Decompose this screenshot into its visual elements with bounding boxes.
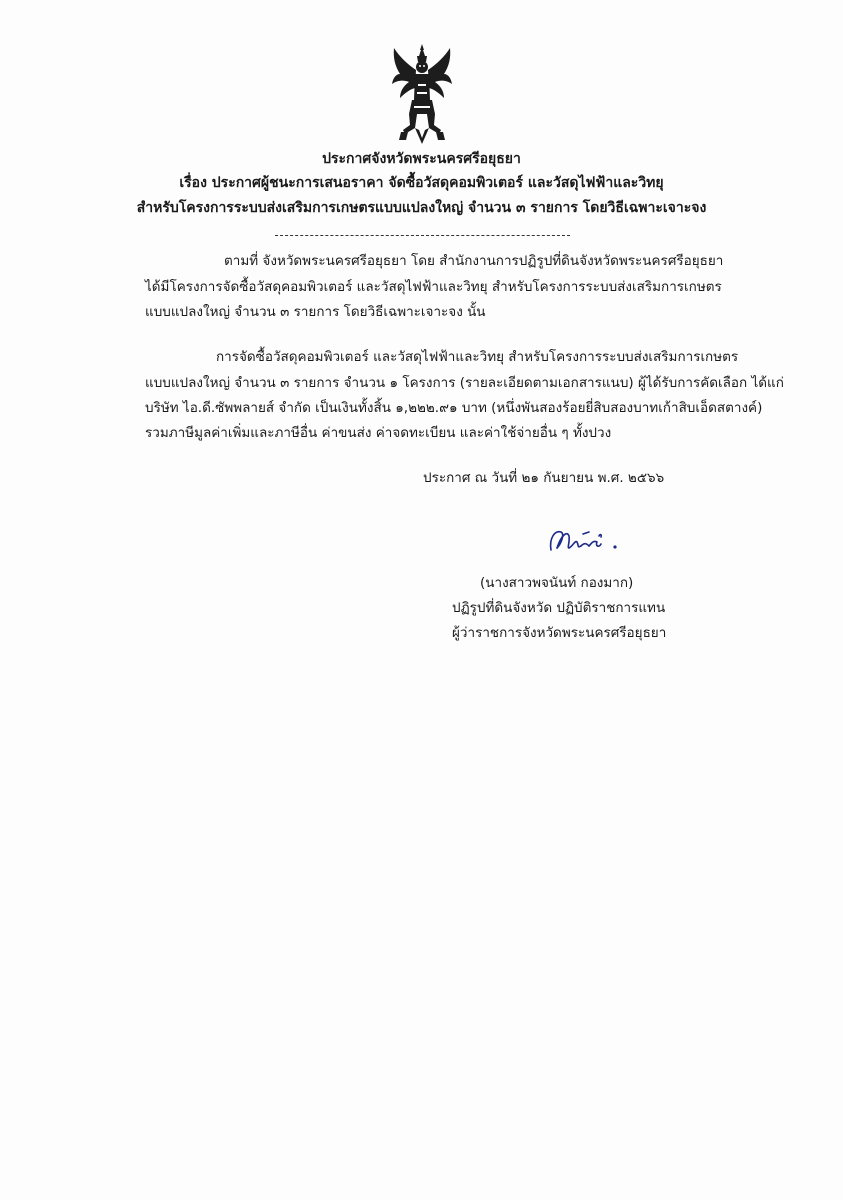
- handwritten-signature-icon: [543, 522, 625, 562]
- paragraph-2-line-2: แบบแปลงใหญ่ จำนวน ๓ รายการ จำนวน ๑ โครงการ (รายละเอียดตามเอกสารแนบ) ผู้ได้รับการคัดเลือก ได้แก่: [145, 375, 784, 391]
- paragraph-2-line-4: รวมภาษีมูลค่าเพิ่มและภาษีอื่น ค่าขนส่ง ค่าจดทะเบียน และค่าใช้จ่ายอื่น ๆ ทั้งปวง: [145, 425, 612, 441]
- paragraph-1-line-3: แบบแปลงใหญ่ จำนวน ๓ รายการ โดยวิธีเฉพาะเจาะจง นั้น: [145, 304, 486, 320]
- signatory-position: ปฏิรูปที่ดินจังหวัด ปฏิบัติราชการแทน: [452, 600, 666, 616]
- paragraph-1-line-2: ได้มีโครงการจัดซื้อวัสดุคอมพิวเตอร์ และวัสดุไฟฟ้าและวิทยุ สำหรับโครงการระบบส่งเสริมการเกษตร: [145, 279, 722, 295]
- announcement-date: ประกาศ ณ วันที่ ๒๑ กันยายน พ.ศ. ๒๕๖๖: [423, 470, 665, 486]
- paragraph-1-line-1: ตามที่ จังหวัดพระนครศรีอยุธยา โดย สำนักงานการปฏิรูปที่ดินจังหวัดพระนครศรีอยุธยา: [224, 253, 724, 269]
- paragraph-2-line-1: การจัดซื้อวัสดุคอมพิวเตอร์ และวัสดุไฟฟ้าและวิทยุ สำหรับโครงการระบบส่งเสริมการเกษตร: [216, 349, 739, 365]
- announcement-title: ประกาศจังหวัดพระนครศรีอยุธยา: [322, 151, 521, 167]
- signatory-name: (นางสาวพจนันท์ กองมาก): [480, 575, 634, 591]
- announcement-subject-continued: สำหรับโครงการระบบส่งเสริมการเกษตรแบบแปลงใหญ่ จำนวน ๓ รายการ โดยวิธีเฉพาะเจาะจง: [136, 200, 707, 216]
- signatory-position-continued: ผู้ว่าราชการจังหวัดพระนครศรีอยุธยา: [452, 625, 667, 641]
- paragraph-2-line-3: บริษัท ไอ.ดี.ซัพพลายส์ จำกัด เป็นเงินทั้งสิ้น ๑,๒๒๒.๙๑ บาท (หนึ่งพันสองร้อยยี่สิบสองบาทเก้าสิบเอ็ดสตางค์): [145, 400, 763, 416]
- announcement-subject: เรื่อง ประกาศผู้ชนะการเสนอราคา จัดซื้อวัสดุคอมพิวเตอร์ และวัสดุไฟฟ้าและวิทยุ: [179, 175, 664, 191]
- garuda-emblem-icon: [391, 44, 453, 146]
- heading-divider: [275, 235, 570, 236]
